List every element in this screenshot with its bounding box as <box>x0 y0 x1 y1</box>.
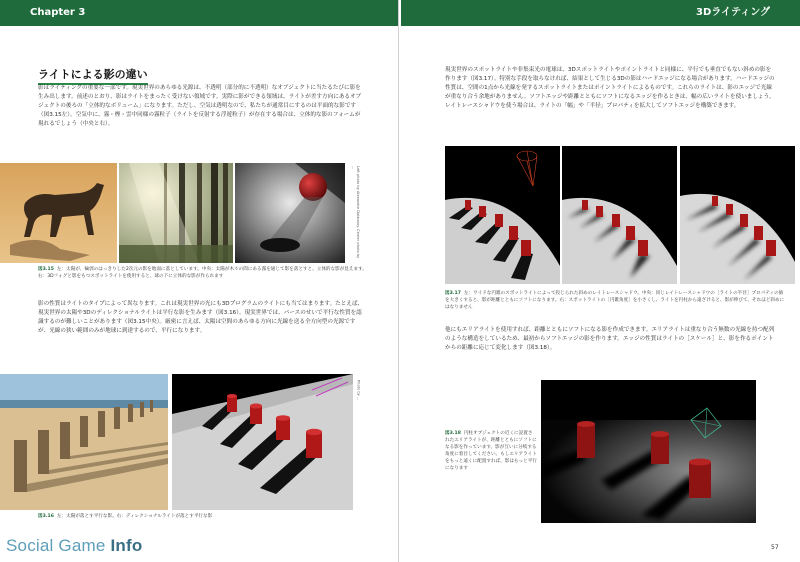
fig318-caption-text: 円柱オブジェクトの近くに設置されたエリアライトが、距離とともにソフトになる影を作っています。影が互いに分岐する角度に着目してください。もしエリアライトをもっと遠くに配置すれば、影はもっと平行になります <box>445 431 537 471</box>
forest-rays-photo <box>119 163 233 263</box>
page-number: 57 <box>771 544 779 551</box>
fig315-caption <box>38 266 368 280</box>
fig316-caption-text: 左：太陽が落とす平行な影。右：ディレクショナルライトが落とす平行な影 <box>56 514 213 519</box>
watermark-logo <box>6 536 142 556</box>
intro-paragraph: 影はライティングの重要な一部です。現実世界のあらゆる光源は、不透明（部分的に不透明）なオブジェクトに当たるたびに影を生み出します。前述のとおり、影はライトをまったく受けない領域です。実際に影ができる領域は、ライトが差す方向にあるオブジェクトの後ろの「立体的なボリューム」になります。ただし、空気は透明なので、私たちが通常目にするのは平面的な影です（図3.15左）。空気中に、霧・煙・雲中同様の霧粒子（ライトを反射する浮遊粒子）が存在する場合は、立体的な影のフォームが現れるでしょう（中央と右）。 <box>38 85 362 127</box>
fig318-number: 図3.18 <box>445 431 461 436</box>
arealight-paragraph: 他にもエリアライトを使用すれば、距離とともにソフトになる影を作成できます。エリアライトは重なり合う無数の光線を持つ配列のような構造をしているため、最初からソフトエッジの影を作ります。エッジの性質はライトの［スケール］と、影を作るポイントからの距離に応じて変化します（図3.18）。 <box>445 327 775 351</box>
chapter-header: Chapter 3 <box>0 0 398 26</box>
fig315-caption-text: 左：太陽が、輪郭のはっきりした2次元の影を地面に落としています。中央：太陽が木々の間にある霧を通じて影を落とすと、立体的な影が見えます。右：3Dフォグと影をもつスポットライトを使用すると、球の下に立体的な影が作られます <box>38 267 367 279</box>
watermark-prefix: Social Game <box>6 536 111 555</box>
second-paragraph: 影の性質はライトのタイプによって異なります。これは現実世界の光にも3Dプログラムのライトにも当てはまります。たとえば、現実世界の太陽や3Dのディレクショナルライトは平行な影を生みます（図3.16）。現実世界では、パースのせいで平行な性質を認識するのが難しいことがあります（図3.15中央）。厳密に言えば、太陽は空間のあらゆる方向に光線を送る全方向型の光源ですが、光線の狭い範囲のみが地球に到達するので、平行になります。 <box>38 301 364 334</box>
spotlight-paragraph: 現実世界のスポットライトや非集束光の電球は、3Dスポットライトやポイントライトと同様に、平行でも垂直でもない斜めの影を作ります（図3.17）。特別な手段を取らなければ、結果として生じる3Dの影はハードエッジになる場合があります。ハードエッジの性質は、空間の1点から光線を発するスポットライトまたはポイントライトによるものです。これらのライトは、影のエッジで光線が重なり合う余地がありません。ソフトエッジや距離とともにソフトになるエッジを作るときは、幅の広いライトを使いましょう。レイトレースシャドウを使う場合は、ライトの「幅」や「半径」プロパティを拡大してソフトエッジを構築できます。 <box>445 67 775 109</box>
fig318-caption <box>445 430 537 472</box>
sphere-volumetric-render <box>235 163 345 263</box>
spotlight-hard-shadow-render <box>445 146 560 284</box>
fig317-caption-text: 左：ワイドな円錐のスポットライトによって投じられた斜めのレイトレースシャドウ。中央：同じレイトレースシャドウの［ライトの半径］プロパティの値を大きくすると、影が距離とともにソフトになります。右：スポットライトの［円錐角度］を小さくし、ライトを円柱から遠ざけると、影が伸びて、それほど斜めにはなりません <box>445 291 785 310</box>
fig317-number: 図3.17 <box>445 291 461 296</box>
section-header: 3Dライティング <box>401 0 800 26</box>
fig315-number: 図3.15 <box>38 267 54 272</box>
fig316-number: 図3.16 <box>38 514 54 519</box>
fig316-photo-credit: Photo by ... <box>356 380 361 401</box>
fig317-caption <box>445 290 785 311</box>
section-title: ライトによる影の違い <box>38 66 148 85</box>
left-page <box>0 0 399 562</box>
dog-shadow-photo <box>0 163 117 263</box>
area-light-render <box>541 380 756 523</box>
directional-light-render <box>172 374 353 510</box>
spotlight-soft-shadow-render <box>562 146 677 284</box>
fig315-photo-credit: Left photo by Alexandre Dulaunoy. Center photo by ... <box>351 166 360 259</box>
watermark-suffix: Info <box>110 536 143 555</box>
beach-fence-photo <box>0 374 168 510</box>
fig316-caption <box>38 513 368 520</box>
right-page <box>401 0 800 562</box>
spotlight-narrow-cone-render <box>680 146 795 284</box>
